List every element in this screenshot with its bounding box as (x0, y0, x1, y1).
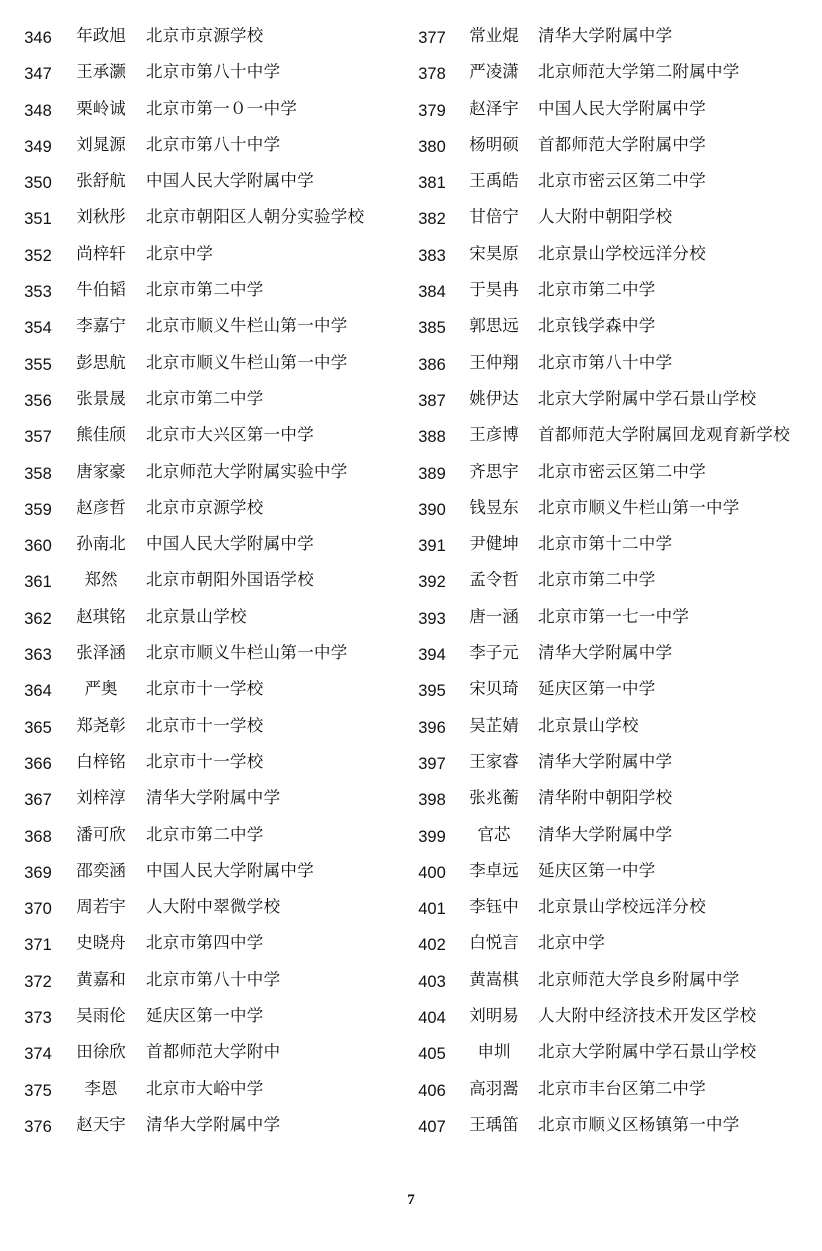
student-name: 田徐欣 (76, 1042, 126, 1062)
student-name: 刘晁源 (76, 134, 126, 154)
student-name: 杨明硕 (469, 134, 519, 154)
entry-number: 357 (24, 428, 52, 447)
school-name: 中国人民大学附属中学 (146, 171, 314, 191)
school-name: 北京大学附属中学石景山学校 (538, 388, 757, 408)
student-name: 栗岭诚 (76, 98, 126, 118)
list-item (412, 675, 812, 711)
student-name: 黄嵩棋 (469, 969, 519, 989)
list-item (412, 131, 812, 167)
entry-number: 378 (418, 65, 446, 84)
student-name: 齐思宇 (469, 461, 519, 481)
student-name: 李子元 (469, 643, 519, 663)
list-item (18, 349, 398, 385)
list-item (412, 603, 812, 639)
entry-number: 401 (418, 900, 446, 919)
entry-number: 346 (24, 29, 52, 47)
school-name: 清华大学附属中学 (146, 788, 281, 808)
entry-number: 392 (418, 573, 446, 592)
entry-number: 405 (418, 1045, 446, 1064)
school-name: 北京市第二中学 (146, 280, 264, 300)
entry-number: 368 (24, 827, 52, 846)
student-name: 白悦言 (469, 933, 519, 953)
entry-number: 365 (24, 718, 52, 737)
school-name: 清华附中朝阳学校 (538, 788, 673, 808)
entry-number: 374 (24, 1045, 52, 1064)
entry-number: 373 (24, 1009, 52, 1028)
school-name: 北京市顺义牛栏山第一中学 (146, 352, 348, 372)
student-name: 王家睿 (469, 751, 519, 771)
student-name: 常业焜 (469, 26, 519, 45)
student-name: 郭思远 (469, 316, 519, 336)
student-name: 赵泽宇 (469, 98, 519, 118)
student-name: 李恩 (84, 1078, 118, 1098)
list-item (18, 966, 398, 1002)
list-item (412, 312, 812, 348)
school-name: 北京中学 (146, 243, 214, 263)
school-name: 中国人民大学附属中学 (146, 860, 314, 880)
list-item (412, 95, 812, 131)
list-item (412, 349, 812, 385)
entry-number: 382 (418, 210, 446, 229)
entry-number: 356 (24, 391, 52, 410)
school-name: 清华大学附属中学 (538, 643, 673, 663)
student-name: 刘梓淳 (76, 788, 126, 808)
entry-number: 367 (24, 791, 52, 810)
entry-number: 376 (24, 1117, 52, 1136)
list-item (18, 95, 398, 131)
entry-number: 370 (24, 900, 52, 919)
list-item (18, 1075, 398, 1111)
student-name: 严凌潇 (469, 62, 519, 82)
entry-number: 396 (418, 718, 446, 737)
school-name: 北京市大兴区第一中学 (146, 425, 314, 445)
school-name: 北京市第十二中学 (538, 534, 673, 554)
list-item (18, 893, 398, 929)
entry-number: 379 (418, 101, 446, 120)
list-item (18, 639, 398, 675)
school-name: 人大附中翠微学校 (146, 897, 281, 917)
school-name: 清华大学附属中学 (538, 751, 673, 771)
student-name: 宋昊原 (469, 243, 519, 263)
entry-number: 399 (418, 827, 446, 846)
entry-number: 394 (418, 646, 446, 665)
entry-number: 402 (418, 936, 446, 955)
student-name: 白梓铭 (76, 751, 126, 771)
list-item (412, 22, 812, 58)
list-item (18, 494, 398, 530)
student-name: 钱昱东 (469, 497, 519, 517)
list-item (18, 131, 398, 167)
list-item (18, 929, 398, 965)
student-name: 张景晟 (76, 388, 126, 408)
school-name: 北京市丰台区第二中学 (538, 1078, 706, 1098)
school-name: 延庆区第一中学 (538, 860, 656, 880)
entry-number: 398 (418, 791, 446, 810)
list-item (18, 1002, 398, 1038)
entry-number: 363 (24, 646, 52, 665)
student-name: 史晓舟 (76, 933, 126, 953)
entry-number: 351 (24, 210, 52, 229)
school-name: 北京市第一０一中学 (146, 98, 298, 118)
list-item (18, 203, 398, 239)
list-item (18, 748, 398, 784)
school-name: 北京市大峪中学 (146, 1078, 264, 1098)
entry-number: 349 (24, 137, 52, 156)
school-name: 人大附中经济技术开发区学校 (538, 1006, 757, 1026)
school-name: 北京市顺义区杨镇第一中学 (538, 1114, 740, 1134)
school-name: 北京市顺义牛栏山第一中学 (538, 497, 740, 517)
student-name: 彭思航 (76, 352, 126, 372)
school-name: 北京景山学校远洋分校 (538, 243, 706, 263)
list-item (18, 530, 398, 566)
school-name: 北京市第四中学 (146, 933, 264, 953)
school-name: 北京市京源学校 (146, 26, 264, 45)
list-item (18, 603, 398, 639)
list-item (412, 966, 812, 1002)
list-item (412, 494, 812, 530)
list-item (18, 240, 398, 276)
student-name: 孟令哲 (469, 570, 519, 590)
student-name: 张舒航 (76, 171, 126, 191)
school-name: 中国人民大学附属中学 (538, 98, 706, 118)
entry-number: 406 (418, 1081, 446, 1100)
student-name: 赵天宇 (76, 1114, 126, 1134)
list-item (412, 1002, 812, 1038)
page-number: 7 (407, 1192, 415, 1208)
school-name: 北京市第一七一中学 (538, 606, 690, 626)
list-item (18, 857, 398, 893)
student-name: 熊佳颀 (76, 425, 126, 445)
student-name: 郑尧彰 (76, 715, 126, 735)
student-name: 唐家豪 (76, 461, 126, 481)
list-item (412, 421, 812, 457)
entry-number: 359 (24, 500, 52, 519)
entry-number: 386 (418, 355, 446, 374)
entry-number: 390 (418, 500, 446, 519)
school-name: 清华大学附属中学 (538, 824, 673, 844)
student-name: 尚梓轩 (76, 243, 126, 263)
entry-number: 375 (24, 1081, 52, 1100)
entry-number: 381 (418, 174, 446, 193)
school-name: 延庆区第一中学 (538, 679, 656, 699)
entry-number: 358 (24, 464, 52, 483)
student-name: 王彦博 (469, 425, 519, 445)
student-name: 王承灏 (76, 62, 126, 82)
entry-number: 353 (24, 283, 52, 302)
school-name: 延庆区第一中学 (146, 1006, 264, 1026)
school-name: 清华大学附属中学 (146, 1114, 281, 1134)
student-name: 姚伊达 (469, 388, 519, 408)
student-name: 严奥 (84, 679, 118, 699)
list-item (412, 458, 812, 494)
student-name: 年政旭 (76, 26, 126, 45)
school-name: 北京市第二中学 (538, 570, 656, 590)
school-name: 北京市顺义牛栏山第一中学 (146, 643, 348, 663)
list-item (412, 821, 812, 857)
right-column (412, 22, 812, 1147)
student-name: 赵琪铭 (76, 606, 126, 626)
list-item (18, 821, 398, 857)
entry-number: 366 (24, 754, 52, 773)
list-item (412, 276, 812, 312)
entry-number: 377 (418, 29, 446, 47)
entry-number: 387 (418, 391, 446, 410)
entry-number: 404 (418, 1009, 446, 1028)
student-name: 尹健坤 (469, 534, 519, 554)
school-name: 北京师范大学附属实验中学 (146, 461, 348, 481)
entry-number: 364 (24, 682, 52, 701)
school-name: 北京市朝阳外国语学校 (146, 570, 314, 590)
student-name: 于昊冉 (469, 280, 519, 300)
school-name: 北京市京源学校 (146, 497, 264, 517)
student-name: 赵彦哲 (76, 497, 126, 517)
list-item (18, 58, 398, 94)
entry-number: 371 (24, 936, 52, 955)
student-name: 邵奕涵 (76, 860, 126, 880)
list-item (412, 784, 812, 820)
school-name: 北京市第二中学 (538, 280, 656, 300)
list-item (412, 203, 812, 239)
student-name: 刘明易 (469, 1006, 519, 1026)
list-item (18, 784, 398, 820)
list-item (18, 1038, 398, 1074)
entry-number: 361 (24, 573, 52, 592)
school-name: 北京景山学校远洋分校 (538, 897, 706, 917)
entry-number: 407 (418, 1117, 446, 1136)
student-name: 潘可欣 (76, 824, 126, 844)
student-name: 官芯 (477, 824, 511, 844)
school-name: 北京市顺义牛栏山第一中学 (146, 316, 348, 336)
list-item (412, 748, 812, 784)
school-name: 首都师范大学附中 (146, 1042, 281, 1062)
list-item (18, 675, 398, 711)
list-item (412, 857, 812, 893)
student-name: 周若宇 (76, 897, 126, 917)
school-name: 北京师范大学第二附属中学 (538, 62, 740, 82)
student-name: 申圳 (477, 1042, 511, 1062)
entry-number: 362 (24, 609, 52, 628)
student-name: 牛伯韬 (76, 280, 126, 300)
school-name: 北京市第二中学 (146, 824, 264, 844)
student-name: 吴芷婧 (469, 715, 519, 735)
student-name: 王瑀笛 (469, 1114, 519, 1134)
entry-number: 355 (24, 355, 52, 374)
school-name: 北京市第八十中学 (538, 352, 673, 372)
school-name: 清华大学附属中学 (538, 26, 673, 45)
school-name: 北京大学附属中学石景山学校 (538, 1042, 757, 1062)
school-name: 首都师范大学附属回龙观育新学校 (538, 425, 790, 445)
list-item (412, 1075, 812, 1111)
student-name: 孙南北 (76, 534, 126, 554)
list-item (18, 312, 398, 348)
entry-number: 385 (418, 319, 446, 338)
student-name: 唐一涵 (469, 606, 519, 626)
entry-number: 369 (24, 863, 52, 882)
list-item (412, 639, 812, 675)
list-item (412, 167, 812, 203)
entry-number: 393 (418, 609, 446, 628)
entry-number: 400 (418, 863, 446, 882)
list-item (18, 1111, 398, 1147)
list-item (18, 22, 398, 58)
list-item (18, 566, 398, 602)
school-name: 北京中学 (538, 933, 606, 953)
school-name: 北京市密云区第二中学 (538, 461, 706, 481)
entry-number: 383 (418, 246, 446, 265)
student-name: 高羽翯 (469, 1078, 519, 1098)
student-name: 黄嘉和 (76, 969, 126, 989)
student-name: 李嘉宁 (76, 316, 126, 336)
school-name: 北京钱学森中学 (538, 316, 656, 336)
left-column (18, 22, 398, 1147)
student-name: 宋贝琦 (469, 679, 519, 699)
list-item (18, 167, 398, 203)
school-name: 中国人民大学附属中学 (146, 534, 314, 554)
school-name: 首都师范大学附属中学 (538, 134, 706, 154)
entry-number: 354 (24, 319, 52, 338)
school-name: 北京市第二中学 (146, 388, 264, 408)
entry-number: 372 (24, 972, 52, 991)
entry-number: 388 (418, 428, 446, 447)
list-item (412, 1038, 812, 1074)
school-name: 北京市十一学校 (146, 751, 264, 771)
student-name: 郑然 (84, 570, 118, 590)
list-item (412, 929, 812, 965)
list-item (18, 385, 398, 421)
school-name: 北京市朝阳区人朝分实验学校 (146, 207, 365, 227)
entry-number: 389 (418, 464, 446, 483)
list-item (18, 276, 398, 312)
student-name: 吴雨伦 (76, 1006, 126, 1026)
student-name: 刘秋彤 (76, 207, 126, 227)
school-name: 北京市密云区第二中学 (538, 171, 706, 191)
list-item (18, 712, 398, 748)
school-name: 北京市十一学校 (146, 715, 264, 735)
student-name: 李卓远 (469, 860, 519, 880)
entry-number: 397 (418, 754, 446, 773)
list-item (18, 421, 398, 457)
student-name: 王禹皓 (469, 171, 519, 191)
school-name: 北京师范大学良乡附属中学 (538, 969, 740, 989)
list-item (412, 893, 812, 929)
entry-number: 391 (418, 537, 446, 556)
list-item (412, 385, 812, 421)
student-name: 张泽涵 (76, 643, 126, 663)
entry-number: 350 (24, 174, 52, 193)
school-name: 人大附中朝阳学校 (538, 207, 673, 227)
list-item (412, 1111, 812, 1147)
school-name: 北京景山学校 (146, 606, 247, 626)
student-name: 张兆蘅 (469, 788, 519, 808)
entry-number: 395 (418, 682, 446, 701)
entry-number: 384 (418, 283, 446, 302)
school-name: 北京景山学校 (538, 715, 639, 735)
student-name: 李钰中 (469, 897, 519, 917)
entry-number: 380 (418, 137, 446, 156)
school-name: 北京市第八十中学 (146, 62, 281, 82)
entry-number: 403 (418, 972, 446, 991)
school-name: 北京市十一学校 (146, 679, 264, 699)
list-item (412, 530, 812, 566)
entry-number: 347 (24, 65, 52, 84)
student-name: 王仲翔 (469, 352, 519, 372)
list-item (412, 566, 812, 602)
list-item (412, 58, 812, 94)
school-name: 北京市第八十中学 (146, 969, 281, 989)
entry-number: 348 (24, 101, 52, 120)
list-item (412, 712, 812, 748)
entry-number: 352 (24, 246, 52, 265)
student-name: 甘倍宁 (469, 207, 519, 227)
school-name: 北京市第八十中学 (146, 134, 281, 154)
entry-number: 360 (24, 537, 52, 556)
list-item (18, 458, 398, 494)
list-item (412, 240, 812, 276)
